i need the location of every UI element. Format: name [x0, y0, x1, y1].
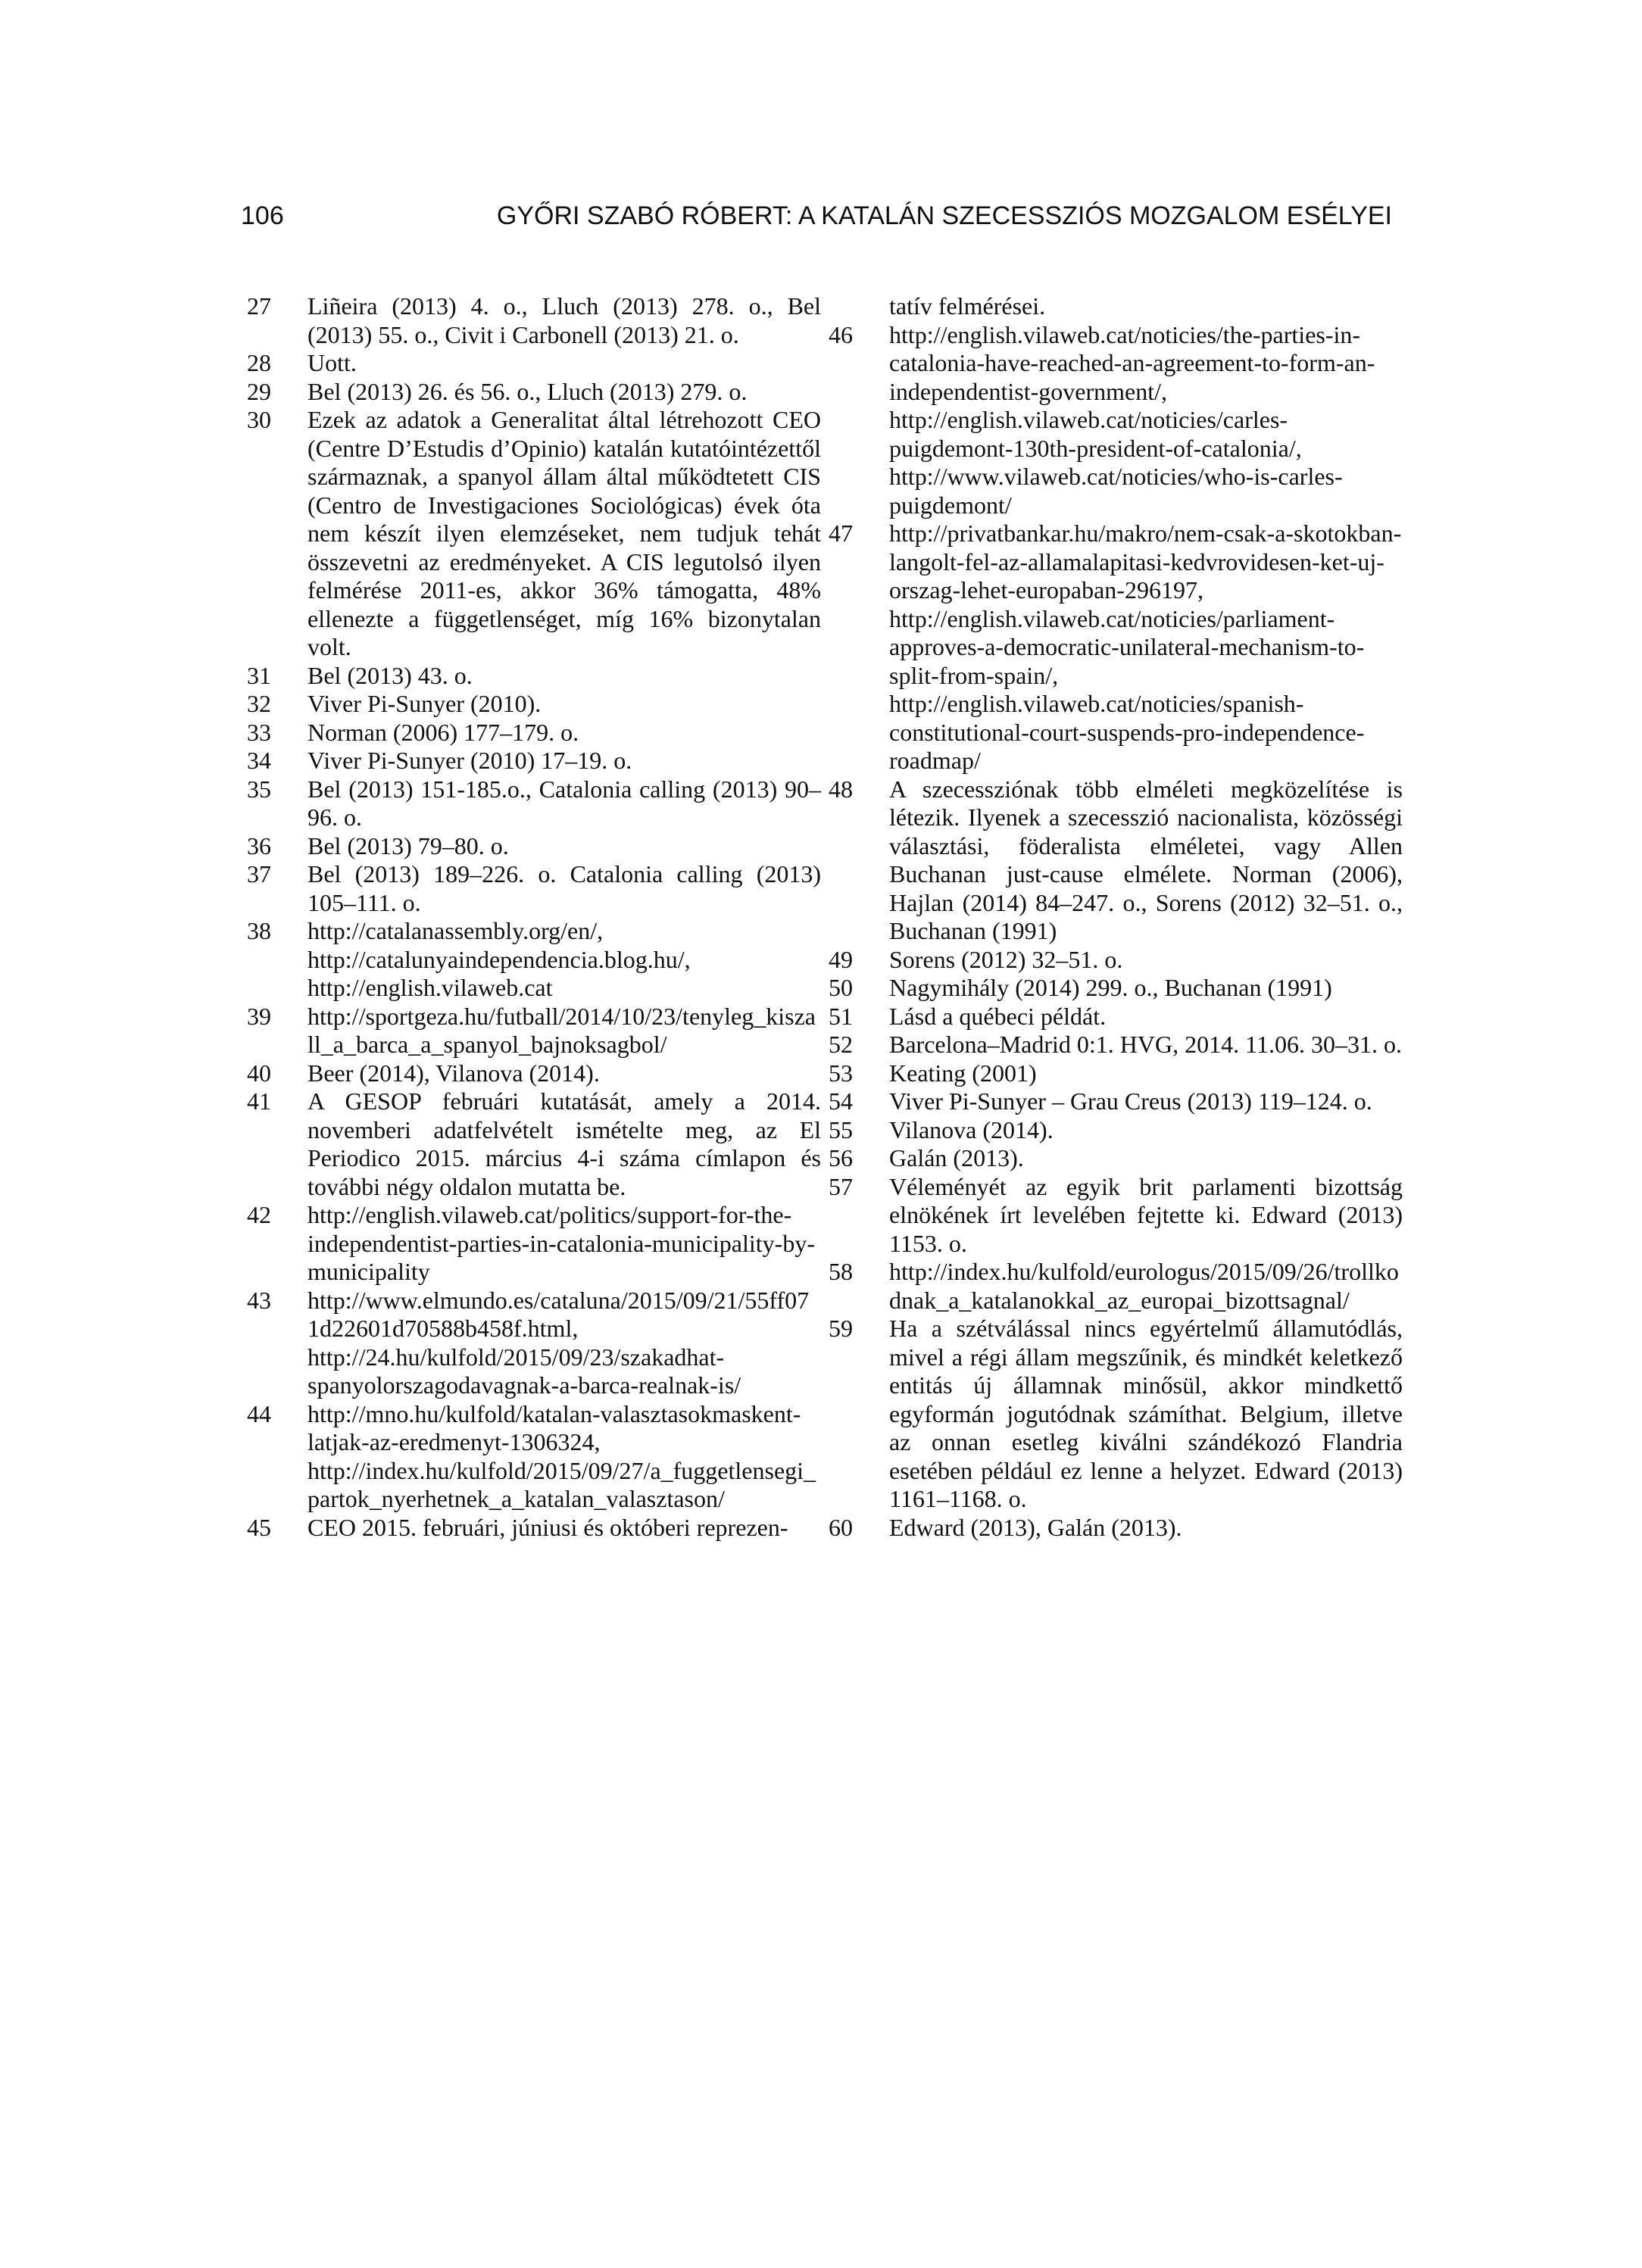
footnote-text: Barcelona–Madrid 0:1. HVG, 2014. 11.06. 30–31. o. — [889, 1031, 1402, 1058]
footnote — [829, 519, 1403, 775]
footnote-text: Viver Pi-Sunyer (2010) 17–19. o. — [307, 747, 632, 774]
footnotes-left-column — [247, 292, 821, 1542]
footnote-number: 27 — [247, 292, 271, 320]
footnote-number: 44 — [247, 1399, 271, 1427]
footnote-number: 45 — [247, 1513, 271, 1541]
footnote-number: 33 — [247, 718, 271, 746]
footnote-text: Beer (2014), Vilanova (2014). — [307, 1059, 600, 1087]
footnote — [829, 1144, 1403, 1173]
footnote-text: Norman (2006) 177–179. o. — [307, 718, 579, 746]
footnote — [829, 321, 1403, 520]
footnote-number: 37 — [247, 860, 271, 888]
footnote — [829, 1059, 1403, 1088]
footnote — [247, 775, 821, 832]
footnote — [829, 1514, 1403, 1543]
footnote-number: 59 — [829, 1315, 853, 1342]
page-number: 106 — [241, 201, 284, 230]
footnote-text: tatív felmérései. — [889, 292, 1046, 320]
footnote-number: 49 — [829, 945, 853, 973]
footnote-number: 32 — [247, 690, 271, 717]
footnote-number: 29 — [247, 377, 271, 405]
footnote-number: 42 — [247, 1201, 271, 1228]
footnote-number: 38 — [247, 917, 271, 944]
footnote-number: 48 — [829, 775, 853, 803]
footnote-number: 36 — [247, 831, 271, 859]
footnote — [829, 1031, 1403, 1059]
footnote-number: 53 — [829, 1059, 853, 1087]
footnote-number: 51 — [829, 1002, 853, 1030]
footnote — [829, 1315, 1403, 1514]
footnote-text: http://mno.hu/kulfold/katalan-valasztasokmaskent-latjak-az-eredmenyt-1306324, http://index.hu/kulfold/2015/09/27/a_fuggetlensegi_partok_nyerhetnek_a_katalan_valasztason/ — [307, 1399, 816, 1512]
footnote-text: http://english.vilaweb.cat/politics/support-for-the-independentist-parties-in-catalonia-municipality-by-municipality — [307, 1201, 815, 1285]
footnote — [829, 946, 1403, 975]
footnote-number: 55 — [829, 1115, 853, 1143]
footnote — [247, 832, 821, 861]
footnote-text: Véleményét az egyik brit parlamenti bizottság elnökének írt levelében fejtette ki. Edward (2013) 1153. o. — [889, 1172, 1403, 1257]
footnote — [247, 1287, 821, 1400]
footnote-number: 35 — [247, 775, 271, 803]
footnote-text: Bel (2013) 189–226. o. Catalonia calling (2013) 105–111. o. — [307, 860, 821, 916]
footnote-text: http://english.vilaweb.cat/noticies/the-parties-in-catalonia-have-reached-an-agreement-to-form-an-independentist-government/, http://english.vilaweb.cat/noticies/carles-puigdemont-130th-president-of-catalonia/, http://www.vilaweb.cat/noticies/who-is-carles-puigdemont/ — [889, 320, 1375, 519]
footnote-number: 60 — [829, 1513, 853, 1541]
footnote — [829, 1258, 1403, 1315]
footnote-text: Bel (2013) 43. o. — [307, 661, 473, 689]
footnote — [247, 406, 821, 662]
footnote-number: 43 — [247, 1286, 271, 1314]
footnote-text: http://index.hu/kulfold/eurologus/2015/09/26/trollkodnak_a_katalanokkal_az_europai_bizottsagnal/ — [889, 1258, 1399, 1314]
footnote-text: Edward (2013), Galán (2013). — [889, 1513, 1182, 1541]
footnote-text: Ezek az adatok a Generalitat által létrehozott CEO (Centre D’Estudis d’Opinio) katalán kutatóintézettől származnak, a spanyol állam által működtetett CIS (Centro de Investigaciones Sociológicas) évek óta nem készít ilyen elemzéseket, nem tudjuk tehát összevetni az eredményeket. A CIS legutolsó ilyen felmérése 2011-es, akkor 36% támogatta, 48% ellenezte a függetlenséget, míg 16% bizonytalan volt. — [307, 406, 821, 660]
footnote-number: 50 — [829, 974, 853, 1001]
footnote — [829, 1087, 1403, 1116]
footnote — [247, 1400, 821, 1514]
footnote-number: 54 — [829, 1087, 853, 1115]
footnote-text: Bel (2013) 79–80. o. — [307, 831, 509, 859]
footnote-number: 30 — [247, 406, 271, 433]
footnote-text: http://catalanassembly.org/en/, http://catalunyaindependencia.blog.hu/, http://english.vilaweb.cat — [307, 917, 691, 1001]
page-header — [241, 201, 1392, 235]
footnote — [247, 1059, 821, 1088]
footnotes-right-column — [829, 292, 1403, 1542]
footnote-number: 28 — [247, 349, 271, 376]
footnote-number: 57 — [829, 1172, 853, 1200]
footnote-number: 34 — [247, 747, 271, 774]
footnote-text: Ha a szétválással nincs egyértelmű államutódlás, mivel a régi állam megszűnik, és mindkét keletkező entitás új államnak minősül, akkor mindkettő egyformán jogutódnak számíthat. Belgium, illetve az onnan esetleg kiválni szándékozó Flandria esetében például ez lenne a helyzet. Edward (2013) 1161–1168. o. — [889, 1315, 1403, 1512]
running-title: GYŐRI SZABÓ RÓBERT: A KATALÁN SZECESSZIÓS MOZGALOM ESÉLYEI — [496, 201, 1392, 230]
footnote — [247, 662, 821, 691]
footnote — [829, 292, 1403, 321]
footnote-text: Galán (2013). — [889, 1144, 1024, 1171]
footnote-text: Uott. — [307, 349, 357, 376]
footnote — [829, 1173, 1403, 1259]
footnote — [247, 917, 821, 1003]
footnote — [247, 1514, 821, 1543]
footnote — [247, 719, 821, 747]
footnote-text: Sorens (2012) 32–51. o. — [889, 945, 1123, 973]
footnote-text: Lásd a québeci példát. — [889, 1002, 1107, 1030]
footnote-number: 39 — [247, 1002, 271, 1030]
footnote — [247, 378, 821, 407]
footnote-text: Viver Pi-Sunyer (2010). — [307, 690, 542, 717]
footnote-text: http://sportgeza.hu/futball/2014/10/23/tenyleg_kiszall_a_barca_a_spanyol_bajnoksagbol/ — [307, 1002, 816, 1058]
footnote-number: 46 — [829, 320, 853, 348]
footnote — [247, 292, 821, 349]
footnote-text: Vilanova (2014). — [889, 1115, 1054, 1143]
footnote-text: Viver Pi-Sunyer – Grau Creus (2013) 119–124. o. — [889, 1087, 1372, 1115]
footnote-text: Bel (2013) 151-185.o., Catalonia calling (2013) 90–96. o. — [307, 775, 821, 831]
footnote — [247, 747, 821, 775]
footnote — [829, 775, 1403, 946]
footnote-number: 52 — [829, 1031, 853, 1058]
footnote — [247, 1003, 821, 1059]
footnote — [247, 860, 821, 917]
footnote-number: 41 — [247, 1087, 271, 1115]
footnote — [247, 1201, 821, 1287]
footnote — [247, 1087, 821, 1201]
footnote-number: 58 — [829, 1258, 853, 1285]
footnote — [829, 974, 1403, 1003]
footnote-number: 31 — [247, 661, 271, 689]
footnote-text: Nagymihály (2014) 299. o., Buchanan (1991) — [889, 974, 1332, 1001]
footnote-number: 40 — [247, 1059, 271, 1087]
footnote-number: 47 — [829, 519, 853, 547]
footnote — [247, 690, 821, 719]
footnote-text: Liñeira (2013) 4. o., Lluch (2013) 278. o., Bel (2013) 55. o., Civit i Carbonell (2013) 21. o. — [307, 292, 821, 348]
footnote-text: Keating (2001) — [889, 1059, 1037, 1087]
footnote-number: 56 — [829, 1144, 853, 1171]
footnote — [247, 349, 821, 378]
footnote-text: A GESOP februári kutatását, amely a 2014. novemberi adatfelvételt ismételte meg, az El Periodico 2015. március 4-i száma címlapon és további négy oldalon mutatta be. — [307, 1087, 821, 1200]
footnote-text: http://www.elmundo.es/cataluna/2015/09/21/55ff071d22601d70588b458f.html, http://24.hu/kulfold/2015/09/23/szakadhat-spanyolorszagodavagnak-a-barca-realnak-is/ — [307, 1286, 810, 1399]
footnote-text: A szecessziónak több elméleti megközelítése is létezik. Ilyenek a szecesszió nacionalista, közösségi választási, föderalista elméletei, vagy Allen Buchanan just-cause elmélete. Norman (2006), Hajlan (2014) 84–247. o., Sorens (2012) 32–51. o., Buchanan (1991) — [889, 775, 1403, 944]
footnote-text: CEO 2015. februári, júniusi és októberi reprezen- — [307, 1513, 788, 1541]
footnote-text: Bel (2013) 26. és 56. o., Lluch (2013) 279. o. — [307, 377, 748, 405]
footnote-text: http://privatbankar.hu/makro/nem-csak-a-skotokban-langolt-fel-az-allamalapitasi-kedvrovidesen-ket-uj-orszag-lehet-europaban-296197, http://english.vilaweb.cat/noticies/parliament-approves-a-democratic-unilateral-mechanism-to-split-from-spain/, http://english.vilaweb.cat/noticies/spanish-constitutional-court-suspends-pro-independence-roadmap/ — [889, 519, 1402, 774]
footnote — [829, 1003, 1403, 1031]
footnote — [829, 1116, 1403, 1145]
